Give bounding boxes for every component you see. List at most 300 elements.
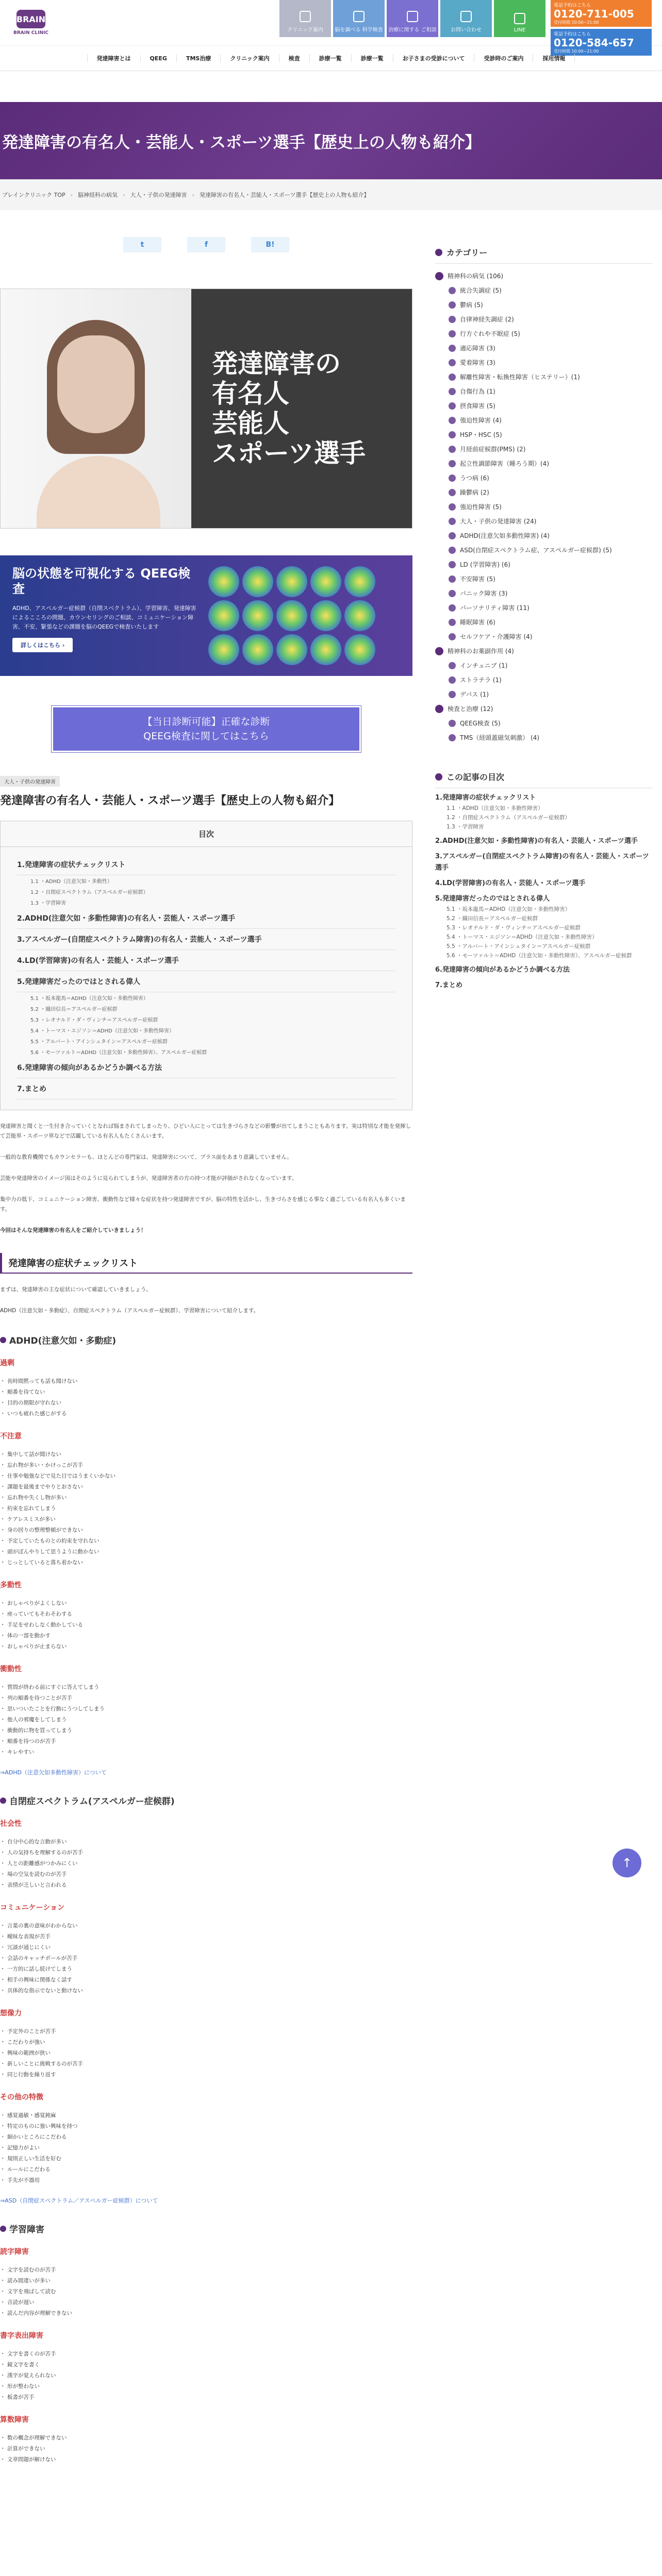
symptom-list (0, 1376, 412, 1419)
hatena-share-button[interactable]: B! (251, 237, 289, 252)
list-item: ・ おしゃべりがよくしない (0, 1598, 412, 1609)
subheading: 読字障害 (0, 2248, 29, 2256)
breadcrumb (0, 179, 662, 210)
heading-text: 学習障害 (9, 2225, 44, 2235)
list-item: ・ 順番を待つのが苦手 (0, 1736, 412, 1747)
symptom-list (0, 1449, 412, 1568)
hero-line: 発達障害の (212, 349, 341, 379)
chevron-right-icon (449, 734, 456, 741)
symptom-list (0, 1682, 412, 1758)
list-item: ・ 人との距離感がつかみにくい (0, 1858, 412, 1869)
sidebar-category-item[interactable] (435, 630, 653, 644)
toc-subitem[interactable]: 1.2 ・自閉症スペクトラム（アスペルガー症候群） (30, 890, 148, 895)
category-label: 大人・子供の発達障害 (24) (460, 518, 537, 525)
list-item: ・ 予定外のことが苦手 (0, 2026, 412, 2037)
circle-icon (435, 773, 442, 781)
phone-label: 電話予約はこちら (554, 3, 591, 8)
category-label: 鬱病 (5) (460, 301, 483, 309)
nav-item[interactable]: 受診時のご案内 (474, 54, 533, 62)
chevron-right-icon (449, 604, 456, 612)
sidebar-toc-subitem[interactable]: 5.6 ・モーツァルト＝ADHD（注意欠如・多動性障害）、アスペルガー症候群 (446, 953, 632, 959)
breadcrumb-item[interactable]: ブレインクリニック TOP (2, 192, 65, 198)
header-button-0[interactable] (279, 0, 331, 37)
asd-link[interactable]: ⇒ASD（自閉症スペクトラム／アスペルガー症候群）について (0, 2197, 158, 2204)
qeeg-detail-button[interactable]: 詳しくはこちら › (12, 638, 73, 652)
sidebar-category-item[interactable] (435, 716, 653, 731)
phone-hours: 受付時間 10:00~21:00 (554, 20, 599, 25)
list-item: ・ 同じ行動を繰り返す (0, 2070, 412, 2080)
circle-icon (0, 2226, 6, 2232)
list-item: ・ 文章問題が解けない (0, 2454, 412, 2465)
chevron-right-icon (449, 388, 456, 395)
symptom-list (0, 2349, 412, 2403)
list-item: ・ 忘れ物が多い・かけっこが苦手 (0, 1460, 412, 1471)
sidebar-category-item[interactable] (435, 327, 653, 341)
symptom-list (0, 2026, 412, 2080)
header-buttons (279, 0, 652, 54)
sidebar-category-item[interactable] (435, 731, 653, 745)
list-item: ・ 会話のキャッチボールが苦手 (0, 1953, 412, 1964)
list-item: ・ 座っていてもそわそわする (0, 1609, 412, 1620)
sidebar (435, 210, 653, 2465)
nav-item[interactable]: 検査 (279, 54, 309, 62)
list-item: ・ 列の順番を待つことが苦手 (0, 1693, 412, 1704)
breadcrumb-separator: › (123, 191, 125, 198)
category-list (435, 269, 653, 745)
intro-paragraph: 今回はそんな発達障害の有名人をご紹介していきましょう！ (0, 1227, 146, 1233)
section-lead-2: ADHD（注意欠如・多動症）、自閉症スペクトラム（アスペルガー症候群）、学習障害について紹介します。 (0, 1308, 259, 1314)
category-label: 統合失調症 (5) (460, 287, 502, 294)
category-label: 適応障害 (3) (460, 345, 495, 352)
header-button-label: LINE (514, 27, 526, 33)
subheading: 算数障害 (0, 2416, 29, 2424)
sidebar-category-item[interactable] (435, 355, 653, 370)
list-item: ・ 忘れ物や失くし物が多い (0, 1493, 412, 1503)
list-item: ・ 手先が不器用 (0, 2175, 412, 2186)
sidebar-toc-subitem[interactable]: 5.5 ・アルバート・アインシュタイン＝アスペルガー症候群 (446, 943, 591, 950)
chevron-right-icon (449, 402, 456, 410)
category-label: パーソナリティ障害 (11) (460, 604, 529, 612)
sidebar-category-item[interactable] (435, 543, 653, 557)
facebook-share-button[interactable]: f (187, 237, 225, 252)
breadcrumb-item: 発達障害の有名人・芸能人・スポーツ選手【歴史上の人物も紹介】 (199, 192, 370, 198)
header-button-label: クリニック案内 (287, 27, 323, 33)
nav-item[interactable]: クリニック案内 (220, 54, 278, 62)
sidebar-toc-subitem[interactable]: 5.1 ・坂本龍馬＝ADHD（注意欠如・多動性障害） (446, 906, 571, 912)
category-label: 月経前症候群(PMS) (2) (460, 446, 526, 453)
nav-item[interactable]: QEEG (140, 55, 176, 62)
chevron-right-icon (449, 676, 456, 684)
diagnosis-button[interactable]: 【当日診断可能】正確な診断 QEEG検査に関してはこちら (52, 706, 361, 752)
list-item: ・ 相手の興味に関係なく話す (0, 1975, 412, 1986)
category-label: 自傷行為 (1) (460, 388, 495, 395)
intro-text (0, 1122, 412, 1235)
list-item: ・ 感覚過敏・感覚鈍麻 (0, 2110, 412, 2121)
chevron-right-icon (449, 330, 456, 337)
list-item: ・ 漢字が覚えられない (0, 2370, 412, 2381)
nav-item[interactable]: 採用情報 (533, 54, 575, 62)
list-item: ・ こだわりが強い (0, 2037, 412, 2048)
sidebar-category-item[interactable] (435, 428, 653, 442)
hero-line: 有名人 (212, 379, 289, 409)
category-label: パニック障害 (3) (460, 590, 508, 597)
list-item: ・ ケアレスミスが多い (0, 1514, 412, 1525)
subheading: 過剰 (0, 1359, 14, 1367)
chevron-right-icon (449, 720, 456, 727)
phone-tel2[interactable] (551, 29, 652, 56)
sidebar-toc-subitem[interactable]: 1.1 ・ADHD（注意欠如・多動性障害） (446, 805, 543, 811)
button-icon (460, 11, 472, 22)
symptom-list (0, 1837, 412, 1891)
list-item: ・ 頭がぼんやりして思うように動かない (0, 1547, 412, 1557)
circle-icon (435, 249, 442, 256)
ld-heading (0, 2222, 412, 2235)
site-header (0, 0, 662, 54)
circle-icon (0, 1337, 6, 1343)
breadcrumb-separator: › (70, 191, 73, 198)
list-item: ・ 人の気持ちを理解するのが苦手 (0, 1848, 412, 1858)
breadcrumb-separator: › (192, 191, 194, 198)
chevron-right-icon (449, 301, 456, 309)
chevron-right-icon (449, 374, 456, 381)
category-label: 起立性調節障害（睡ろう期）(4) (460, 460, 549, 467)
sidebar-category-item[interactable] (435, 384, 653, 399)
article-title: 発達障害の有名人・芸能人・スポーツ選手【歴史上の人物も紹介】 (0, 794, 340, 807)
list-item: ・ 一方的に話し続けてしまう (0, 1964, 412, 1975)
list-item: ・ 質問が終わる前にすぐに答えてしまう (0, 1682, 412, 1693)
hero-image (0, 289, 412, 529)
sidebar-toc-subitem[interactable]: 1.2 ・自閉症スペクトラム（アスペルガー症候群） (446, 815, 571, 821)
adhd-link[interactable]: ⇒ADHD（注意欠如多動性障害）について (0, 1769, 107, 1776)
toc-item[interactable]: 6.発達障害の傾向があるかどうか調べる方法 (17, 1057, 395, 1078)
header-button-1[interactable] (333, 0, 385, 37)
toc-item[interactable]: 1.発達障害の症状チェックリスト (17, 854, 395, 875)
chevron-right-icon (449, 345, 456, 352)
toc-item[interactable]: 7.まとめ (17, 1078, 395, 1099)
sidebar-category-item[interactable] (435, 586, 653, 601)
sidebar-category-item[interactable] (435, 485, 653, 500)
chevron-right-icon (449, 460, 456, 467)
sidebar-toc (435, 771, 653, 991)
phone-number: 0120-711-005 (554, 8, 634, 20)
subheading: 書字表出障害 (0, 2332, 43, 2340)
qeeg-banner[interactable] (0, 555, 412, 676)
list-item: ・ 表情が乏しいと言われる (0, 1880, 412, 1891)
category-label: 睡眠障害 (6) (460, 619, 495, 626)
category-tag[interactable]: 大人・子供の発達障害 (0, 776, 60, 787)
sidebar-toc-item[interactable]: 5.発達障害だったのではとされる偉人 (435, 895, 550, 903)
heading-text: ADHD(注意欠如・多動症) (9, 1336, 117, 1346)
chevron-right-icon (449, 633, 456, 640)
symptom-list (0, 2433, 412, 2465)
list-item: ・ 形が整わない (0, 2381, 412, 2392)
asd-heading (0, 1794, 412, 1807)
list-item: ・ 具体的な指示でないと動けない (0, 1986, 412, 1996)
list-item: ・ 思いついたことを行動にうつしてしまう (0, 1704, 412, 1715)
sidebar-toc-item[interactable]: 2.ADHD(注意欠如・多動性障害)の有名人・芸能人・スポーツ選手 (435, 837, 638, 845)
toc-subitem[interactable]: 5.3 ・レオナルド・ダ・ヴィンチ＝アスペルガー症候群 (30, 1018, 158, 1023)
qeeg-title: 脳の状態を可視化する QEEG検査 (12, 566, 191, 596)
sidebar-category-item[interactable] (435, 283, 653, 298)
category-label: デパス (1) (460, 691, 489, 698)
category-label: 解離性障害・転換性障害（ヒステリー）(1) (460, 374, 580, 381)
sidebar-toc-item[interactable]: 6.発達障害の傾向があるかどうか調べる方法 (435, 966, 570, 974)
chevron-right-icon (449, 503, 456, 511)
list-item: ・ 文字を読むのが苦手 (0, 2265, 412, 2276)
phone-box (551, 0, 652, 54)
category-label: QEEG検査 (5) (460, 720, 501, 727)
qeeg-desc: ADHD、アスペルガー症候群（自閉スペクトラム）、学習障害、発達障害によるこころの問題、カウンセリングのご相談、コミュニケーション障害、不安、緊張などの課題を脳のQEEGで検査いたします (12, 605, 196, 630)
main-content (0, 210, 412, 2465)
sidebar-category-item[interactable] (435, 442, 653, 456)
nav-item[interactable]: 診療一覧 (309, 54, 351, 62)
chevron-right-icon (449, 431, 456, 438)
sidebar-category-item[interactable] (435, 687, 653, 702)
header-button-label: 治療に関する ご相談 (388, 27, 437, 33)
toc-subitem[interactable]: 1.3 ・学習障害 (30, 901, 67, 906)
category-label: うつ病 (6) (460, 474, 489, 482)
chevron-right-icon (449, 518, 456, 525)
list-item: ・ 手足をせわしなく動かしている (0, 1620, 412, 1631)
sidebar-toc-item[interactable]: 3.アスペルガー(自閉症スペクトラム障害)の有名人・芸能人・スポーツ選手 (435, 853, 649, 872)
sidebar-category-item[interactable] (435, 341, 653, 355)
sidebar-category-item[interactable] (435, 269, 653, 283)
list-item: ・ 場の空気を読むのが苦手 (0, 1869, 412, 1880)
toc-subitem[interactable]: 5.4 ・トーマス・エジソン＝ADHD（注意欠如・多動性障害） (30, 1028, 174, 1034)
page-banner (0, 102, 662, 179)
toc-subitem[interactable]: 5.6 ・モーツァルト＝ADHD（注意欠如・多動性障害）、アスペルガー症候群 (30, 1050, 207, 1056)
symptom-list (0, 1598, 412, 1652)
category-label: 検査と治療 (12) (448, 705, 493, 713)
list-item: ・ 体の一部を動かす (0, 1631, 412, 1641)
circle-icon (0, 1798, 6, 1804)
subheading: 衝動性 (0, 1665, 22, 1673)
list-item: ・ 約束を忘れてしまう (0, 1503, 412, 1514)
toc-item[interactable]: 2.ADHD(注意欠如・多動性障害)の有名人・芸能人・スポーツ選手 (17, 908, 395, 929)
list-item: ・ 記憶力がよい (0, 2143, 412, 2154)
intro-paragraph: 発達障害と聞くと一生付き合っていくとなれば悩まされてしまったり、ひどい人にとっては生きづらさなどの影響が出てしまうこともあります。実は特別な才能を発揮して芸能界・スポーツ界などで活躍している有名人もたくさんいます。 (0, 1123, 411, 1139)
header-button-2[interactable] (387, 0, 438, 37)
section-lead: まずは、発達障害の主な症状について確認していきましょう。 (0, 1286, 152, 1293)
sidebar-category-item[interactable] (435, 615, 653, 630)
sidebar-category-item[interactable] (435, 413, 653, 428)
list-item: ・ じっとしていると落ち着かない (0, 1557, 412, 1568)
toc-item[interactable]: 4.LD(学習障害)の有名人・芸能人・スポーツ選手 (17, 950, 395, 971)
woman-photo (1, 289, 191, 528)
category-label: 愛着障害 (3) (460, 359, 495, 366)
chevron-right-icon (449, 561, 456, 568)
nav-item[interactable]: 発達障害とは (87, 54, 140, 62)
sidebar-category-item[interactable] (435, 673, 653, 687)
list-item: ・ いつも疲れた感じがする (0, 1409, 412, 1419)
breadcrumb-item[interactable]: 大人・子供の発達障害 (130, 192, 187, 198)
list-item: ・ 計算ができない (0, 2444, 412, 2454)
list-item: ・ 規則正しい生活を好む (0, 2154, 412, 2164)
logo-subtitle: BRAIN CLINIC (13, 30, 48, 36)
adhd-section (0, 1333, 412, 1758)
list-item: ・ 冗談が通じにくい (0, 1942, 412, 1953)
header-button-label: お問い合わせ (451, 27, 482, 33)
sidebar-toc-subitem[interactable]: 1.3 ・学習障害 (446, 824, 484, 830)
chevron-right-icon (449, 446, 456, 453)
header-button-label: 脳を調べる 科学検査 (335, 27, 383, 33)
sidebar-category-item[interactable] (435, 644, 653, 658)
chevron-right-icon (435, 647, 443, 655)
category-label: 躁鬱病 (2) (460, 489, 489, 496)
symptom-list (0, 1921, 412, 1996)
chevron-right-icon (449, 359, 456, 366)
toc-subitem[interactable]: 5.2 ・織田信長＝アスペルガー症候群 (30, 1007, 118, 1012)
intro-paragraph: 一般的な教育機関でもカウンセラーも、ほとんどの専門家は、発達障害について、プラス面をあまり意識していません。 (0, 1154, 292, 1160)
category-label: セルフケア・介護障害 (4) (460, 633, 533, 640)
subheading: 多動性 (0, 1581, 22, 1589)
breadcrumb-item[interactable]: 脳神経科の病気 (78, 192, 118, 198)
twitter-share-button[interactable]: t (123, 237, 161, 252)
list-item: ・ ルールにこだわる (0, 2164, 412, 2175)
sidebar-category-item[interactable] (435, 500, 653, 514)
list-item: ・ 文字を飛ばして読む (0, 2286, 412, 2297)
phone-tel1[interactable] (551, 0, 652, 27)
toc-subitem[interactable]: 5.1 ・坂本龍馬＝ADHD（注意欠如・多動性障害） (30, 996, 148, 1002)
sidebar-toc-item[interactable]: 1.発達障害の症状チェックリスト (435, 794, 536, 802)
symptom-list (0, 2110, 412, 2186)
list-item: ・ 目的の期限が守れない (0, 1398, 412, 1409)
subheading: 想像力 (0, 2009, 22, 2018)
category-label: 摂食障害 (5) (460, 402, 495, 410)
heading-text: 自閉症スペクトラム(アスペルガー症候群) (9, 1797, 175, 1807)
intro-paragraph: 集中力の低下、コミュニケーション障害、衝動性など様々な症状を持つ発達障害ですが、脳の特性を活かし、生きづらさを感じる事なく過ごしている有名人も多くいます。 (0, 1196, 406, 1212)
sidebar-category-item[interactable] (435, 456, 653, 471)
hero-line: スポーツ選手 (212, 438, 366, 468)
category-label: ADHD(注意欠如多動性障害) (4) (460, 532, 550, 539)
list-item: ・ 身の回りの整理整頓ができない (0, 1525, 412, 1536)
phone-hours: 受付時間 10:00~21:00 (554, 49, 599, 54)
sidebar-toc-subitem[interactable]: 5.2 ・織田信長＝アスペルガー症候群 (446, 916, 538, 922)
sidebar-toc-item[interactable]: 4.LD(学習障害)の有名人・芸能人・スポーツ選手 (435, 879, 586, 887)
sidebar-category-item[interactable] (435, 601, 653, 615)
chevron-right-icon (449, 489, 456, 496)
list-item: ・ 文字を書くのが苦手 (0, 2349, 412, 2360)
brain-map-images (208, 566, 400, 666)
chevron-right-icon (449, 287, 456, 294)
list-item: ・ 数の概念が理解できない (0, 2433, 412, 2444)
sidebar-category-item[interactable] (435, 298, 653, 312)
chevron-right-icon (449, 662, 456, 669)
sidebar-category-item[interactable] (435, 529, 653, 543)
category-heading: カテゴリー (435, 246, 653, 264)
category-label: インチュニブ (1) (460, 662, 508, 669)
category-label: ストラテラ (1) (460, 676, 502, 684)
list-item: ・ 自分中心的な言動が多い (0, 1837, 412, 1848)
subheading: 不注意 (0, 1432, 22, 1440)
button-icon (353, 11, 365, 22)
subheading: 社会性 (0, 1820, 22, 1828)
chevron-right-icon (435, 272, 443, 280)
toc-subitem[interactable]: 1.1 ・ADHD（注意欠如・多動性） (30, 879, 112, 885)
chevron-right-icon (449, 619, 456, 626)
chevron-right-icon (449, 691, 456, 698)
sidebar-category-item[interactable] (435, 514, 653, 529)
sidebar-category-item[interactable] (435, 702, 653, 716)
toc-item[interactable]: 3.アスペルガー(自閉症スペクトラム障害)の有名人・芸能人・スポーツ選手 (17, 929, 395, 950)
list-item: ・ 読み間違いが多い (0, 2276, 412, 2286)
sidebar-category-item[interactable] (435, 658, 653, 673)
sidebar-toc-item[interactable]: 7.まとめ (435, 981, 462, 989)
asd-section (0, 1794, 412, 2186)
category-label: LD (学習障害) (6) (460, 561, 510, 568)
banner-title: 発達障害の有名人・芸能人・スポーツ選手【歴史上の人物も紹介】 (2, 133, 481, 152)
list-item: ・ 順番を待てない (0, 1387, 412, 1398)
intro-paragraph: 芸能や発達障害のイメージ図はそのように見られてしまうが、発達障害者の方の持つ才能が評価がされなくなっています。 (0, 1175, 297, 1181)
clinic-logo[interactable] (10, 0, 52, 45)
chevron-right-icon (435, 705, 443, 713)
hero-line: 芸能人 (212, 409, 289, 438)
button-icon (514, 13, 525, 24)
category-label: TMS（経頭蓋磁気刺激） (4) (460, 734, 540, 741)
list-item: ・ 読んだ内容が理解できない (0, 2308, 412, 2319)
subheading: コミュニケーション (0, 1904, 65, 1912)
section-heading: 発達障害の症状チェックリスト (0, 1253, 412, 1274)
list-item: ・ 鏡文字を書く (0, 2360, 412, 2370)
table-of-contents (0, 821, 412, 1110)
list-item: ・ 板書が苦手 (0, 2392, 412, 2403)
header-button-4[interactable] (494, 0, 545, 37)
hero-text (212, 349, 366, 468)
toc-item[interactable]: 5.発達障害だったのではとされる偉人 (17, 971, 395, 992)
chevron-right-icon (449, 532, 456, 539)
sidebar-category-item[interactable] (435, 370, 653, 384)
symptom-list (0, 2265, 412, 2319)
list-item: ・ 予定していたものとの約束を守れない (0, 1536, 412, 1547)
list-item: ・ 音読が遅い (0, 2297, 412, 2308)
list-item: ・ 仕事や勉強などで見た目ではうまくいかない (0, 1471, 412, 1482)
list-item: ・ 新しいことに挑戦するのが苦手 (0, 2059, 412, 2070)
list-item: ・ 細かいところにこだわる (0, 2132, 412, 2143)
list-item: ・ 他人の邪魔をしてしまう (0, 1715, 412, 1725)
list-item: ・ おしゃべりが止まらない (0, 1641, 412, 1652)
nav-item[interactable]: お子さまの受診について (393, 54, 474, 62)
list-item: ・ 興味の範囲が狭い (0, 2048, 412, 2059)
list-item: ・ 集中して話が聞けない (0, 1449, 412, 1460)
category-label: 強迫性障害 (4) (460, 417, 502, 424)
list-item: ・ 曖昧な表現が苦手 (0, 1931, 412, 1942)
list-item: ・ キレやすい (0, 1747, 412, 1758)
sidebar-category-item[interactable] (435, 471, 653, 485)
toc-heading: 目次 (1, 821, 412, 847)
nav-item[interactable]: TMS治療 (176, 54, 220, 62)
sidebar-toc-subitem[interactable]: 5.4 ・トーマス・エジソン＝ADHD（注意欠如・多動性障害） (446, 934, 598, 940)
phone-label: 電話予約はこちら (554, 32, 591, 37)
toc-subitem[interactable]: 5.5 ・アルバート・アインシュタイン＝アスペルガー症候群 (30, 1039, 168, 1045)
sidebar-category-item[interactable] (435, 557, 653, 572)
sidebar-toc-subitem[interactable]: 5.3 ・レオナルド・ダ・ヴィンチ＝アスペルガー症候群 (446, 925, 581, 931)
chevron-right-icon (449, 474, 456, 482)
nav-item[interactable]: 診療一覧 (351, 54, 393, 62)
sidebar-category-item[interactable] (435, 312, 653, 327)
header-button-3[interactable] (440, 0, 492, 37)
share-buttons (0, 237, 412, 252)
button-icon (300, 11, 311, 22)
chevron-right-icon (449, 575, 456, 583)
sidebar-category-item[interactable] (435, 399, 653, 413)
chevron-right-icon (449, 547, 456, 554)
phone-number: 0120-584-657 (554, 37, 634, 49)
chevron-right-icon (449, 316, 456, 323)
category-label: 強迫性障害 (5) (460, 503, 502, 511)
adhd-heading (0, 1333, 412, 1346)
back-to-top-button[interactable]: ↑ (613, 1849, 641, 1877)
sidebar-category-item[interactable] (435, 572, 653, 586)
